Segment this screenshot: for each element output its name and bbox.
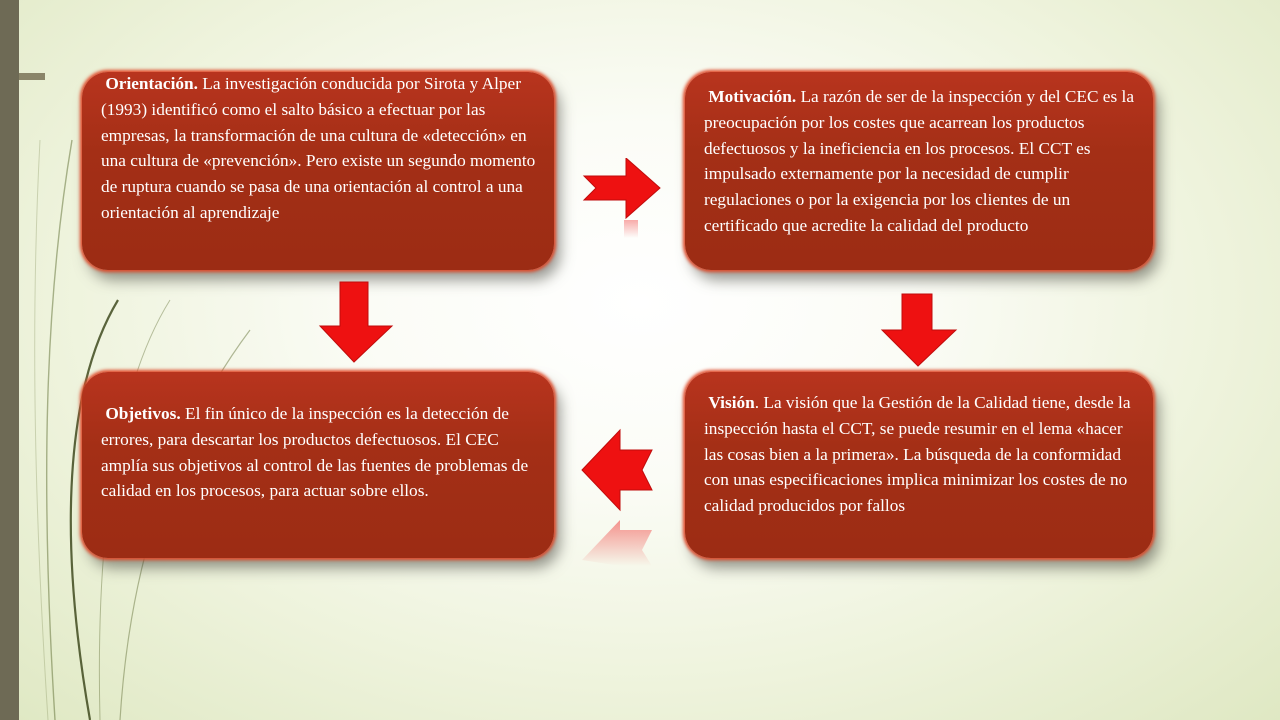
orientacion-box [82,72,554,270]
vision-box [685,372,1153,558]
vision-title: Visión [708,393,755,412]
arrow-right-icon [578,158,664,240]
orientacion-text [101,71,541,226]
vision-body: . La visión que la Gestión de la Calidad tiene, desde la inspección hasta el CCT, se puede resumir en el lema «hacer las cosas bien a la primera». La búsqueda de la conformidad con unas especificaciones implica minimizar los costes de no calidad producidos por fallos [704,393,1131,516]
orientacion-title: Orientación. [105,74,198,93]
objetivos-box [82,372,554,558]
objetivos-text [101,401,541,504]
arrow-down-icon [318,280,394,364]
objetivos-body: El fin único de la inspección es la detección de errores, para descartar los productos defectuosos. El CEC amplía sus objetivos al control de las fuentes de problemas de calidad en los procesos, para actuar sobre ellos. [101,404,529,501]
vision-text [704,390,1144,519]
orientacion-body: La investigación conducida por Sirota y Alper (1993) identificó como el salto básico a efectuar por las empresas, la transformación de una cultura de «detección» en una cultura de «prevención». Pero existe un segundo momento de ruptura cuando se pasa de una orientación al control a una orientación al aprendizaje [101,74,536,222]
motivacion-title: Motivación. [708,87,797,106]
motivacion-text [704,84,1144,239]
arrow-left-icon [580,418,666,568]
objetivos-title: Objetivos. [105,404,181,423]
motivacion-box [685,72,1153,270]
arrow-down-icon [880,292,960,368]
motivacion-body: La razón de ser de la inspección y del CEC es la preocupación por los costes que acarrean los productos defectuosos y la ineficiencia en los procesos. El CCT es impulsado externamente por la necesidad de cumplir regulaciones o por la exigencia por los clientes de un certificado que acredite la calidad del producto [704,87,1134,235]
